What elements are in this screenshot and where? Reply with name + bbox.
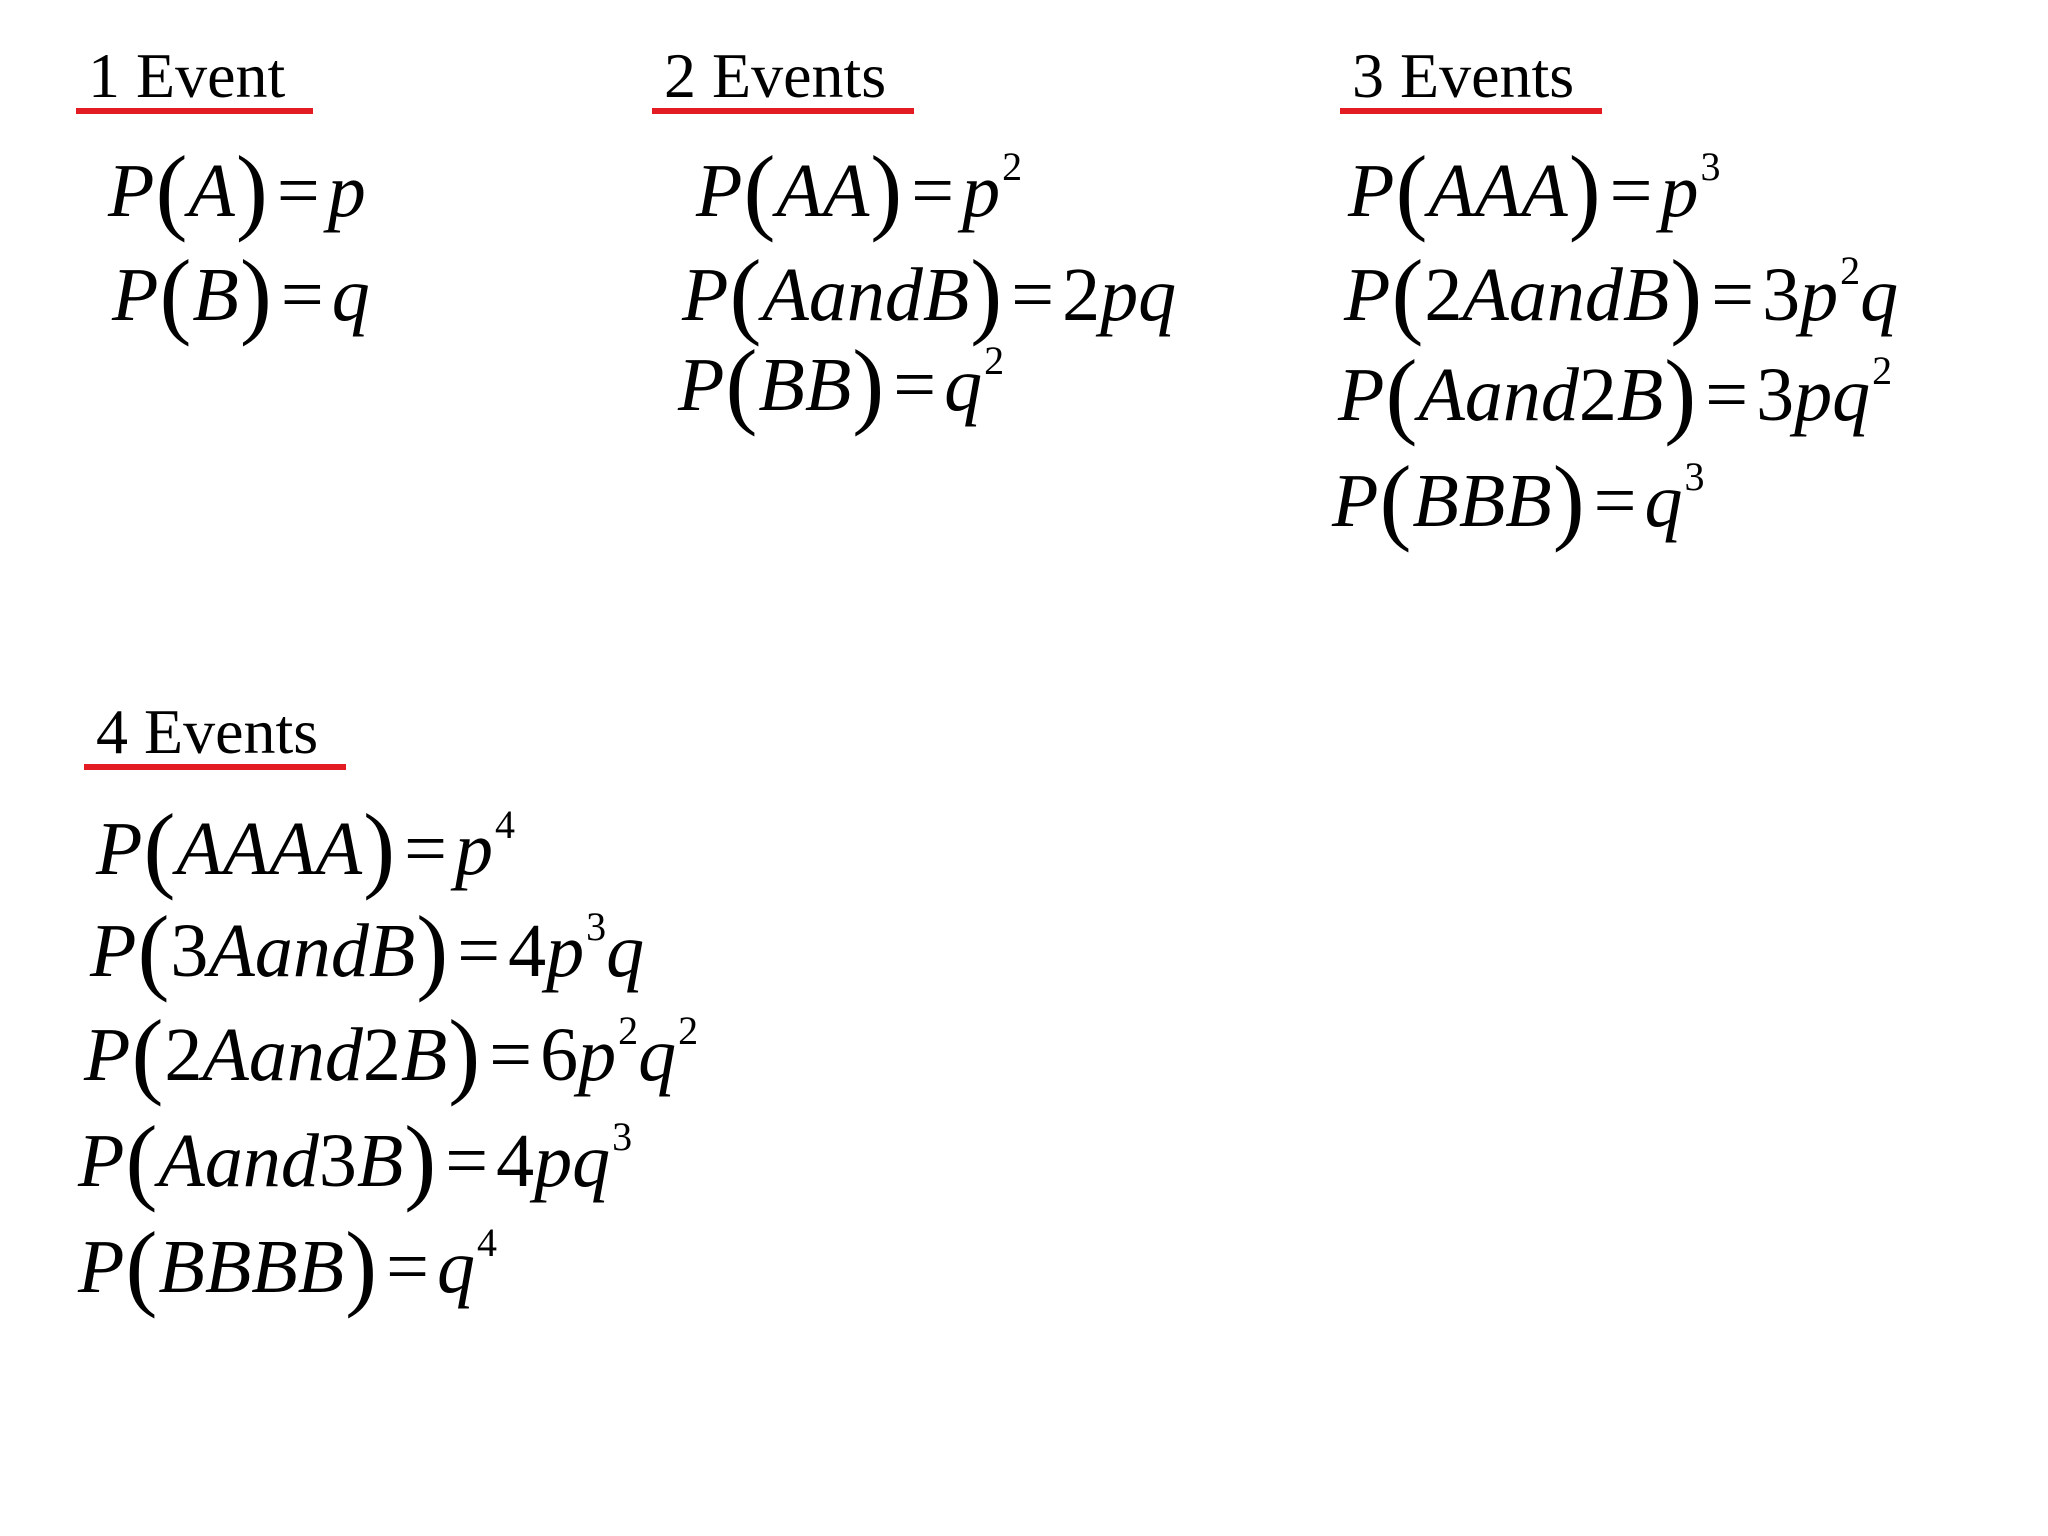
equation-p-b: P(B) = q	[112, 240, 370, 347]
equation-p-aaa: $P(AAA) = p^3$	[1348, 136, 1721, 243]
heading-2-events: 2 Events	[652, 44, 914, 114]
heading-4-events: 4 Events	[84, 700, 346, 770]
equation-p-a: P(A) = p	[108, 136, 366, 243]
equation-p-aa: $P(AA) = p^2$	[696, 136, 1023, 243]
section-4-events	[84, 696, 346, 770]
rhs: p	[327, 149, 366, 233]
equation-p-aaaa: P(AAAA) = $p^4$	[96, 794, 515, 901]
lhs: B	[192, 253, 239, 337]
equation-p-bbbb: P(BBBB) = $q^4$	[78, 1212, 497, 1319]
prob-symbol: P	[108, 149, 155, 233]
section-3-events	[1340, 40, 1602, 114]
equation-p-3aandb: P(3AandB) = $4p^3q$	[90, 896, 645, 1003]
equation-p-bbb: $P(BBB) = q^3$	[1332, 446, 1705, 553]
equation-p-aand3b: P(Aand3B) = $4pq^3$	[78, 1106, 633, 1213]
equation-p-2aand2b: P(2Aand2B) = $6p^2q^2$	[84, 1000, 699, 1107]
rhs: q	[331, 253, 370, 337]
prob-symbol: P	[112, 253, 159, 337]
heading-1-event: 1 Event	[76, 44, 313, 114]
equation-p-bb: $P(BB) = q^2$	[678, 330, 1005, 437]
equation-p-2aandb: P(2AandB) = $3p^2q$	[1344, 240, 1899, 347]
heading-3-events: 3 Events	[1340, 44, 1602, 114]
section-2-events	[652, 40, 914, 114]
equation-p-aand2b: P(Aand2B) = $3pq^2$	[1338, 340, 1893, 447]
equation-p-aandb: P(AandB) = 2pq	[682, 240, 1177, 347]
section-1-event	[76, 40, 313, 114]
lhs: A	[188, 149, 235, 233]
